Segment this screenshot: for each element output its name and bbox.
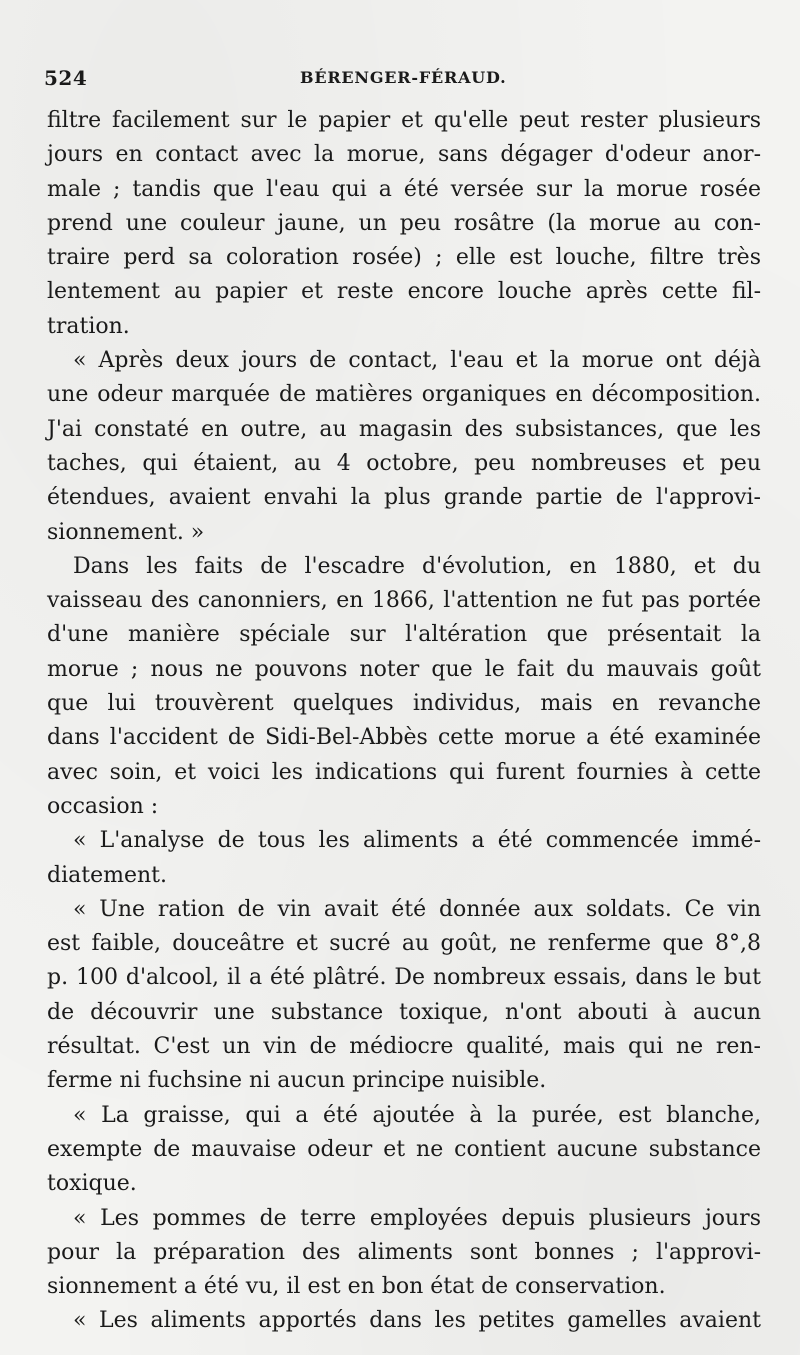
text-line: « L'analyse de tous les aliments a été commencée immé- (73, 828, 761, 854)
text-line: sionnement. » (47, 519, 205, 545)
running-head: BÉRENGER-FÉRAUD. (300, 68, 507, 87)
text-line: filtre facilement sur le papier et qu'elle peut rester plusieurs (47, 108, 761, 133)
text-line: avec soin, et voici les indications qui furent fournies à cette (47, 759, 761, 785)
text-line: pour la préparation des aliments sont bonnes ; l'approvi- (47, 1239, 761, 1265)
text-line: « La graisse, qui a été ajoutée à la purée, est blanche, (73, 1102, 761, 1128)
text-line: dans l'accident de Sidi-Bel-Abbès cette morue a été examinée (47, 725, 761, 751)
text-line: diatement. (47, 862, 167, 888)
text-line: de découvrir une substance toxique, n'ont abouti à aucun (47, 999, 761, 1025)
text-line: tration. (47, 313, 130, 339)
text-line: toxique. (47, 1171, 137, 1197)
text-line: est faible, douceâtre et sucré au goût, ne renferme que 8°,8 (47, 931, 761, 957)
text-line: une odeur marquée de matières organiques en décomposition. (47, 382, 761, 408)
text-line: occasion : (47, 793, 159, 819)
text-line: morue ; nous ne pouvons noter que le fait du mauvais goût (47, 656, 761, 682)
text-line: Dans les faits de l'escadre d'évolution, en 1880, et du (73, 553, 761, 579)
text-line: traire perd sa coloration rosée) ; elle est louche, filtre très (47, 245, 761, 271)
body-text (47, 104, 761, 1339)
text-line: lentement au papier et reste encore louche après cette fil- (47, 279, 761, 305)
page-number: 524 (44, 66, 88, 90)
text-line: « Les aliments apportés dans les petites gamelles avaient (73, 1308, 761, 1334)
text-line: prend une couleur jaune, un peu rosâtre (la morue au con- (47, 210, 761, 236)
text-line: exempte de mauvaise odeur et ne contient aucune substance (47, 1136, 761, 1162)
text-line: « Les pommes de terre employées depuis plusieurs jours (73, 1205, 761, 1231)
text-line: male ; tandis que l'eau qui a été versée sur la morue rosée (47, 176, 761, 202)
text-line: étendues, avaient envahi la plus grande partie de l'approvi- (47, 485, 761, 511)
text-line: jours en contact avec la morue, sans dégager d'odeur anor- (47, 142, 761, 168)
text-line: vaisseau des canonniers, en 1866, l'attention ne fut pas portée (47, 588, 761, 614)
text-line: taches, qui étaient, au 4 octobre, peu nombreuses et peu (47, 450, 761, 476)
text-line: ferme ni fuchsine ni aucun principe nuisible. (47, 1068, 547, 1094)
text-line: « Une ration de vin avait été donnée aux soldats. Ce vin (73, 896, 761, 922)
text-line: « Après deux jours de contact, l'eau et la morue ont déjà (73, 348, 761, 374)
text-line: d'une manière spéciale sur l'altération que présentait la (47, 622, 761, 648)
page-header (44, 66, 760, 96)
text-line: que lui trouvèrent quelques individus, mais en revanche (47, 691, 761, 717)
text-line: résultat. C'est un vin de médiocre qualité, mais qui ne ren- (47, 1034, 761, 1060)
text-line: J'ai constaté en outre, au magasin des subsistances, que les (47, 416, 761, 442)
text-line: sionnement a été vu, il est en bon état de conservation. (47, 1274, 666, 1300)
text-line: p. 100 d'alcool, il a été plâtré. De nombreux essais, dans le but (47, 965, 761, 991)
